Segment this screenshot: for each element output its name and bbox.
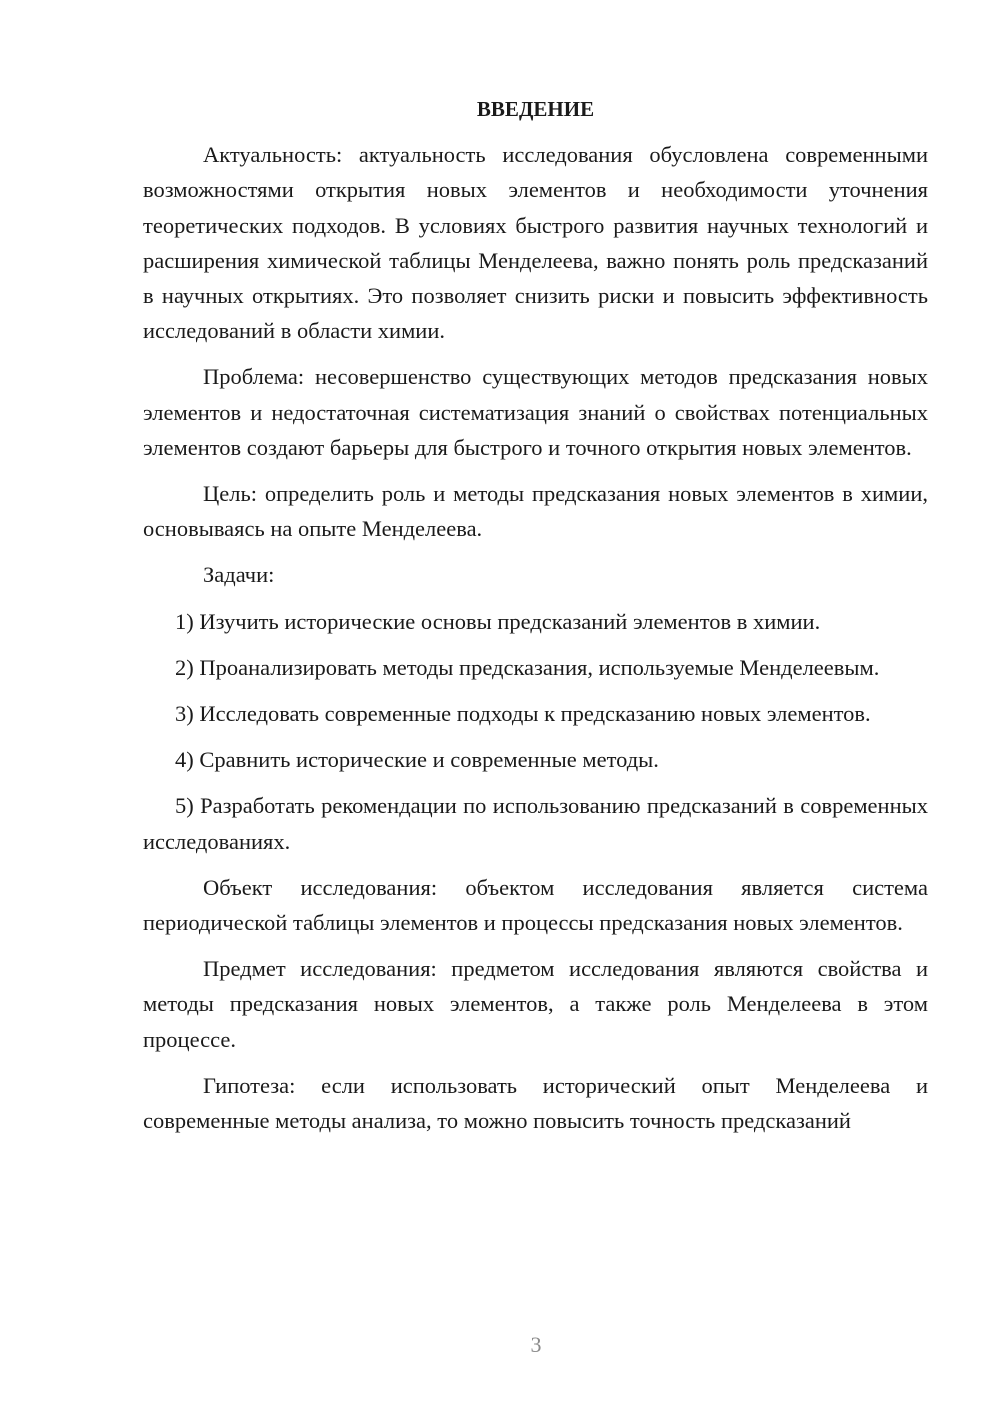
task-item: 2) Проанализировать методы предсказания, используемые Менделеевым. [175, 654, 880, 680]
paragraph-goal: Цель: определить роль и методы предсказания новых элементов в химии, основываясь на опыте Менделеева. [143, 481, 928, 542]
section-heading: ВВЕДЕНИЕ [476, 97, 595, 121]
page-number: 3 [530, 1332, 542, 1357]
task-item: 4) Сравнить исторические и современные методы. [175, 747, 659, 773]
task-item: 1) Изучить исторические основы предсказаний элементов в химии. [175, 608, 821, 634]
paragraph-relevance: Актуальность: актуальность исследования обусловлена современными возможностями открытия новых элементов и необходимости уточнения теоретических подходов. В условиях быстрого развития научных технологий и расширения химической таблицы Менделеева, важно понять роль предсказаний в научных открытиях. Это позволяет снизить риски и повысить эффективность исследований в области химии. [143, 142, 928, 344]
paragraph-object: Объект исследования: объектом исследования является система периодической таблицы элементов и процессы предсказания новых элементов. [143, 874, 928, 936]
paragraph-hypothesis: Гипотеза: если использовать исторический опыт Менделеева и современные методы анализа, то можно повысить точность предсказаний [143, 1072, 928, 1134]
task-item: 5) Разработать рекомендации по использованию предсказаний в современных исследованиях. [143, 793, 928, 854]
paragraph-tasks-label: Задачи: [203, 562, 275, 588]
task-item: 3) Исследовать современные подходы к предсказанию новых элементов. [175, 701, 871, 727]
page-content [143, 92, 928, 1149]
paragraph-problem: Проблема: несовершенство существующих методов предсказания новых элементов и недостаточная систематизация знаний о свойствах потенциальных элементов создают барьеры для быстрого и точного открытия новых элементов. [143, 364, 928, 460]
paragraph-subject: Предмет исследования: предметом исследования являются свойства и методы предсказания новых элементов, а также роль Менделеева в этом процессе. [143, 956, 928, 1052]
